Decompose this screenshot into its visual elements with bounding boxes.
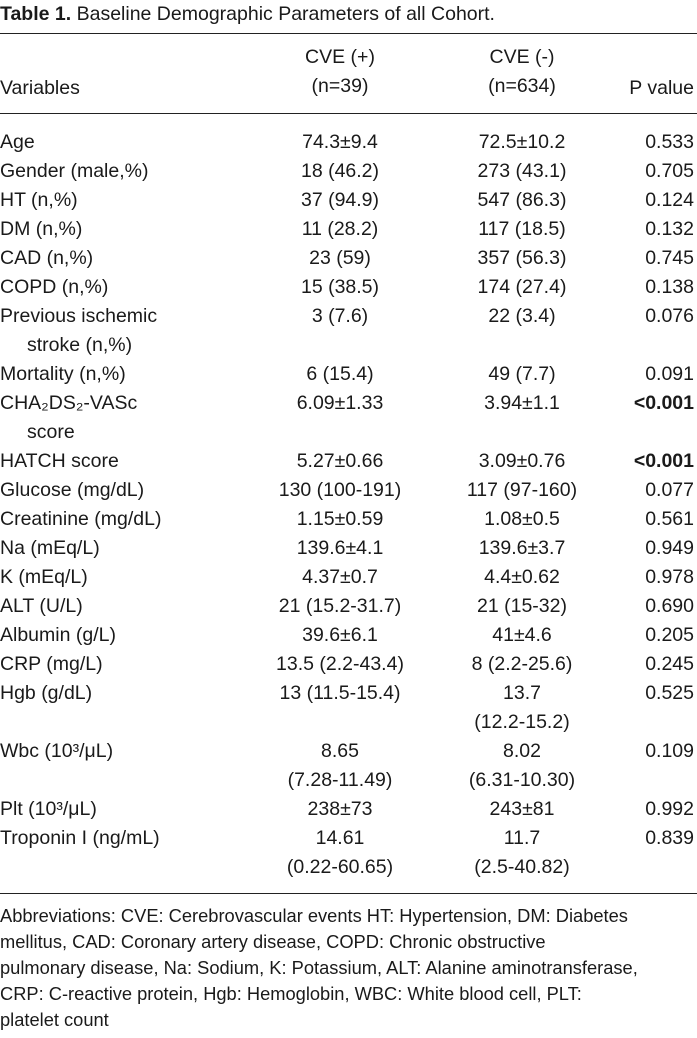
p-value-cell: 0.077 [645,479,694,501]
table-row [0,737,697,795]
cve-positive-cell: 13 (11.5-15.4) [279,682,401,704]
footnote-line: Abbreviations: CVE: Cerebrovascular events HT: Hypertension, DM: Diabetes [0,905,628,926]
cve-negative-cell: 4.4±0.62 [484,566,560,588]
table-row [0,244,697,273]
table-caption-text: Baseline Demographic Parameters of all Cohort. [76,3,495,25]
variable-cell: Age [0,131,35,153]
table-row [0,795,697,824]
cve-negative-cell: 243±81 [489,798,555,820]
header-cve-negative: CVE (-) (n=634) [488,46,556,97]
variable-cell: HATCH score [0,450,119,472]
cve-positive-cell: 11 (28.2) [301,218,379,240]
p-value-cell: 0.533 [645,131,694,153]
table-row [0,157,697,186]
table-row [0,186,697,215]
p-value-cell: <0.001 [633,392,694,414]
cve-positive-cell: 23 (59) [309,247,371,269]
variable-cell: K (mEq/L) [0,566,88,588]
p-value-cell: 0.561 [645,508,694,530]
cve-positive-cell: 15 (38.5) [300,276,380,298]
p-value-cell: 0.745 [645,247,694,269]
variable-cell: Gender (male,%) [0,160,149,182]
variable-cell: CHA₂DS₂-VASc score [0,392,138,443]
table-row [0,128,697,157]
table-caption [0,2,495,26]
p-value-cell: 0.124 [645,189,694,211]
cve-positive-cell: 21 (15.2-31.7) [278,595,402,617]
footnote-line: pulmonary disease, Na: Sodium, K: Potassium, ALT: Alanine aminotransferase, [0,957,638,978]
cve-negative-cell: 117 (97-160) [466,479,578,501]
variable-cell: Hgb (g/dL) [0,682,93,704]
footnote-line: mellitus, CAD: Coronary artery disease, COPD: Chronic obstructive [0,931,546,952]
cve-positive-cell: 130 (100-191) [278,479,402,501]
cve-negative-cell: 357 (56.3) [477,247,567,269]
p-value-cell: 0.138 [645,276,694,298]
variable-cell: Troponin I (ng/mL) [0,827,160,849]
footnote-line: CRP: C-reactive protein, Hgb: Hemoglobin, WBC: White blood cell, PLT: [0,983,582,1004]
table-row [0,302,697,360]
variable-cell: Na (mEq/L) [0,537,100,559]
table-row [0,505,697,534]
cve-positive-cell: 3 (7.6) [311,305,369,327]
cve-negative-cell: 11.7 (2.5-40.82) [474,827,570,878]
cve-positive-cell: 5.27±0.66 [296,450,384,472]
cve-negative-cell: 273 (43.1) [477,160,567,182]
cve-positive-cell: 18 (46.2) [300,160,380,182]
table-caption-label: Table 1. [0,3,72,25]
header-p-value: P value [629,77,694,99]
variable-cell: ALT (U/L) [0,595,83,617]
p-value-cell: 0.839 [645,827,694,849]
p-value-cell: <0.001 [633,450,694,472]
variable-cell: HT (n,%) [0,189,78,211]
table-row [0,534,697,563]
p-value-cell: 0.949 [645,537,694,559]
cve-negative-cell: 174 (27.4) [477,276,567,298]
cve-positive-cell: 13.5 (2.2-43.4) [276,653,404,675]
table-row [0,273,697,302]
p-value-cell: 0.245 [645,653,694,675]
cve-negative-cell: 3.09±0.76 [478,450,566,472]
p-value-cell: 0.690 [645,595,694,617]
cve-negative-cell: 21 (15-32) [477,595,567,617]
cve-negative-cell: 547 (86.3) [477,189,567,211]
variable-cell: Wbc (10³/μL) [0,740,114,762]
variable-cell: DM (n,%) [0,218,83,240]
cve-negative-cell: 13.7 (12.2-15.2) [474,682,570,733]
p-value-cell: 0.091 [645,363,694,385]
cve-negative-cell: 41±4.6 [492,624,552,646]
header-variables: Variables [0,77,80,99]
table-row [0,824,697,882]
p-value-cell: 0.705 [645,160,694,182]
table-row [0,592,697,621]
table-row [0,679,697,737]
p-value-cell: 0.978 [645,566,694,588]
p-value-cell: 0.992 [645,798,694,820]
variable-cell: CAD (n,%) [0,247,94,269]
variable-cell: Plt (10³/μL) [0,798,97,820]
cve-negative-cell: 8.02 (6.31-10.30) [468,740,576,791]
top-rule [0,33,697,34]
variable-cell: Albumin (g/L) [0,624,116,646]
cve-positive-cell: 238±73 [307,798,373,820]
table-header [0,43,697,105]
variable-cell: CRP (mg/L) [0,653,103,675]
header-cve-positive: CVE (+) (n=39) [305,46,375,97]
bottom-rule [0,893,697,894]
variable-cell: Creatinine (mg/dL) [0,508,162,530]
table-row [0,215,697,244]
cve-negative-cell: 3.94±1.1 [484,392,560,414]
cve-negative-cell: 22 (3.4) [488,305,556,327]
p-value-cell: 0.525 [645,682,694,704]
table-footnote [0,903,697,1033]
table-row [0,621,697,650]
cve-positive-cell: 1.15±0.59 [296,508,384,530]
table-row [0,389,697,447]
table-row [0,650,697,679]
p-value-cell: 0.205 [645,624,694,646]
cve-negative-cell: 1.08±0.5 [484,508,560,530]
cve-negative-cell: 117 (18.5) [478,218,566,240]
cve-positive-cell: 139.6±4.1 [296,537,384,559]
p-value-cell: 0.109 [645,740,694,762]
variable-cell: Previous ischemic stroke (n,%) [0,305,158,356]
variable-cell: Glucose (mg/dL) [0,479,145,501]
cve-positive-cell: 37 (94.9) [300,189,380,211]
variable-cell: Mortality (n,%) [0,363,126,385]
cve-negative-cell: 139.6±3.7 [478,537,566,559]
cve-positive-cell: 6.09±1.33 [296,392,384,414]
cve-negative-cell: 8 (2.2-25.6) [471,653,573,675]
cve-positive-cell: 4.37±0.7 [302,566,378,588]
cve-negative-cell: 72.5±10.2 [478,131,566,153]
table-row [0,476,697,505]
p-value-cell: 0.132 [645,218,694,240]
cve-positive-cell: 39.6±6.1 [302,624,378,646]
table-row [0,447,697,476]
cve-positive-cell: 74.3±9.4 [302,131,378,153]
cve-positive-cell: 14.61 (0.22-60.65) [286,827,394,878]
footnote-line: platelet count [0,1009,109,1030]
table-row [0,563,697,592]
cve-positive-cell: 6 (15.4) [306,363,374,385]
header-rule [0,113,697,114]
p-value-cell: 0.076 [645,305,694,327]
variable-cell: COPD (n,%) [0,276,109,298]
cve-negative-cell: 49 (7.7) [488,363,556,385]
table-row [0,360,697,389]
cve-positive-cell: 8.65 (7.28-11.49) [287,740,393,791]
